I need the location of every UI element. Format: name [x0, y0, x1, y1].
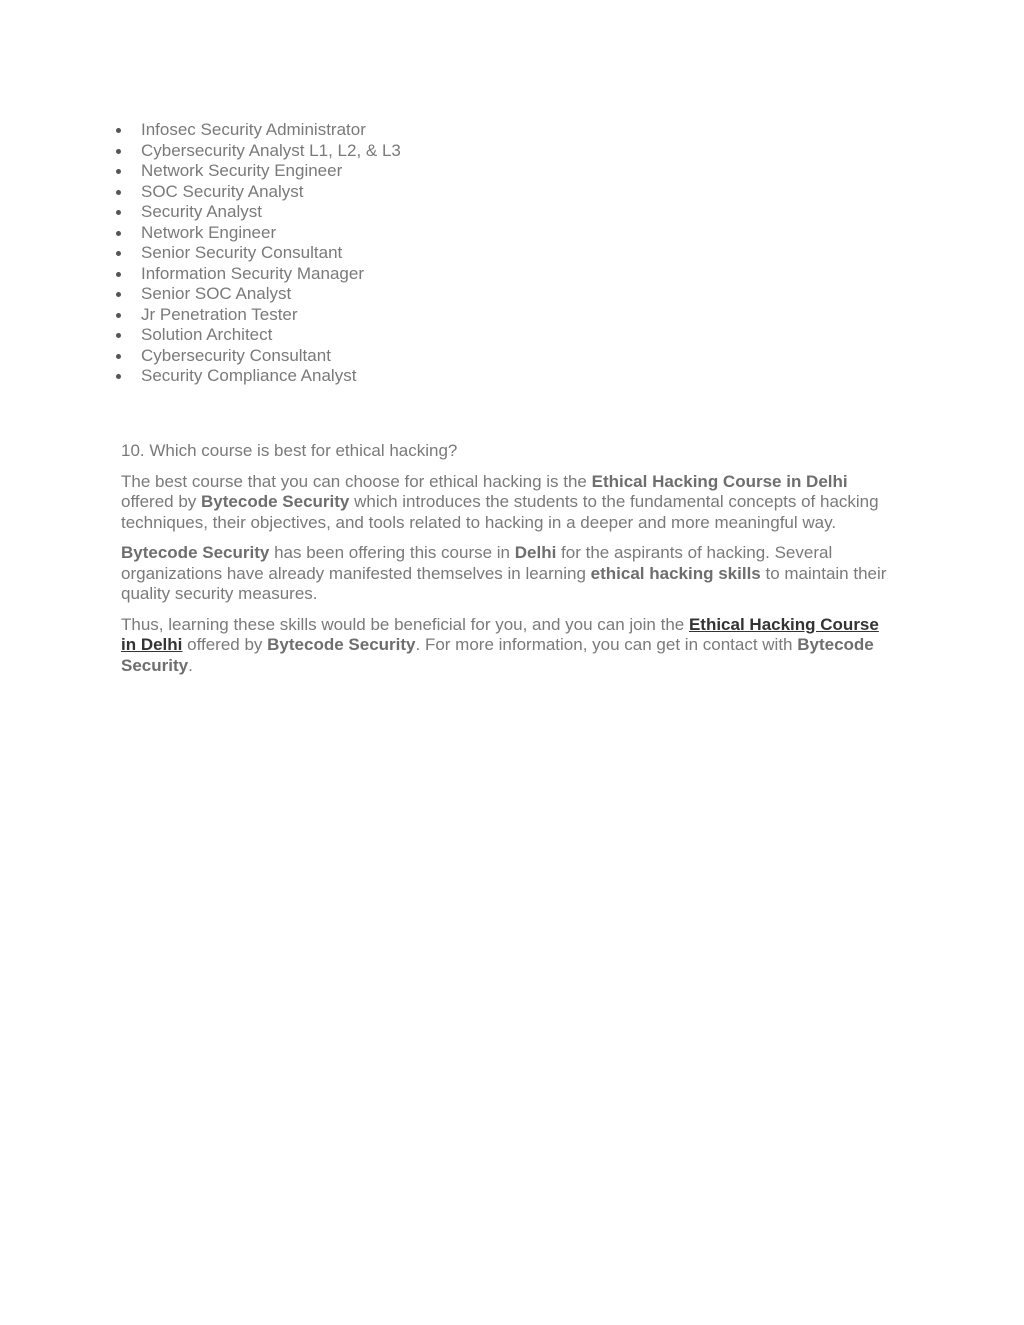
- bold-company-name: Bytecode Security: [201, 492, 350, 511]
- bullet-icon: [116, 333, 121, 338]
- role-label: Security Analyst: [141, 202, 262, 221]
- bullet-icon: [116, 251, 121, 256]
- bullet-icon: [116, 210, 121, 215]
- text-run: offered by: [182, 635, 268, 654]
- list-item: [108, 325, 401, 346]
- text-run: offered by: [121, 492, 202, 511]
- job-roles-list: [108, 120, 401, 387]
- text-run: which introduces the students to the fundamental concepts of hacking techniques, their objectives, and tools related to hacking in a deeper and more meaningful way.: [121, 492, 879, 532]
- paragraph-conclusion: [121, 615, 891, 677]
- list-item: [108, 284, 401, 305]
- bullet-icon: [116, 169, 121, 174]
- bullet-icon: [116, 272, 121, 277]
- question-text: 10. Which course is best for ethical hacking?: [121, 441, 458, 460]
- paragraph-best-course: [121, 472, 891, 534]
- list-item: [108, 120, 401, 141]
- role-label: Security Compliance Analyst: [141, 366, 357, 385]
- list-item: [108, 182, 401, 203]
- bullet-icon: [116, 231, 121, 236]
- bullet-icon: [116, 149, 121, 154]
- bullet-icon: [116, 313, 121, 318]
- text-run: to maintain their quality security measures.: [121, 563, 887, 603]
- text-run: .: [188, 655, 193, 675]
- role-label: Infosec Security Administrator: [141, 120, 366, 139]
- role-label: Cybersecurity Consultant: [141, 345, 331, 365]
- role-label: Solution Architect: [141, 325, 273, 344]
- role-label: Network Engineer: [141, 222, 277, 242]
- text-run: The best course that you can choose for ethical hacking is the: [121, 471, 592, 491]
- bold-course-name: Ethical Hacking Course in Delhi: [591, 471, 848, 491]
- role-label: Senior Security Consultant: [141, 243, 343, 262]
- bullet-icon: [116, 128, 121, 133]
- role-label: Information Security Manager: [141, 263, 364, 283]
- bullet-icon: [116, 374, 121, 379]
- list-item: [108, 264, 401, 285]
- bold-company-name: Bytecode Security: [121, 543, 270, 562]
- role-label: Senior SOC Analyst: [141, 284, 292, 303]
- course-link[interactable]: Ethical Hacking Course in Delhi: [121, 614, 879, 654]
- list-item: [108, 223, 401, 244]
- role-label: Network Security Engineer: [141, 161, 343, 180]
- bold-skills: ethical hacking skills: [590, 563, 761, 583]
- bold-city-name: Delhi: [514, 543, 557, 562]
- role-label: SOC Security Analyst: [141, 181, 304, 201]
- list-item: [108, 366, 401, 387]
- bold-company-name: Bytecode Security: [267, 635, 416, 654]
- role-label: Cybersecurity Analyst L1, L2, & L3: [141, 140, 401, 160]
- faq-answer-section: [121, 441, 891, 686]
- list-item: [108, 161, 401, 182]
- question-heading: [121, 441, 891, 462]
- list-item: [108, 305, 401, 326]
- list-item: [108, 141, 401, 162]
- bold-company-name: Bytecode Security: [121, 635, 874, 675]
- list-item: [108, 202, 401, 223]
- text-run: for the aspirants of hacking. Several organizations have already manifested themselves in learning: [121, 543, 833, 583]
- bullet-icon: [116, 292, 121, 297]
- list-item: [108, 346, 401, 367]
- bullet-icon: [116, 354, 121, 359]
- list-item: [108, 243, 401, 264]
- role-label: Jr Penetration Tester: [141, 304, 298, 324]
- paragraph-offering: [121, 543, 891, 605]
- bullet-icon: [116, 190, 121, 195]
- text-run: has been offering this course in: [269, 543, 515, 562]
- text-run: . For more information, you can get in contact with: [415, 635, 798, 654]
- text-run: Thus, learning these skills would be beneficial for you, and you can join the: [121, 614, 689, 634]
